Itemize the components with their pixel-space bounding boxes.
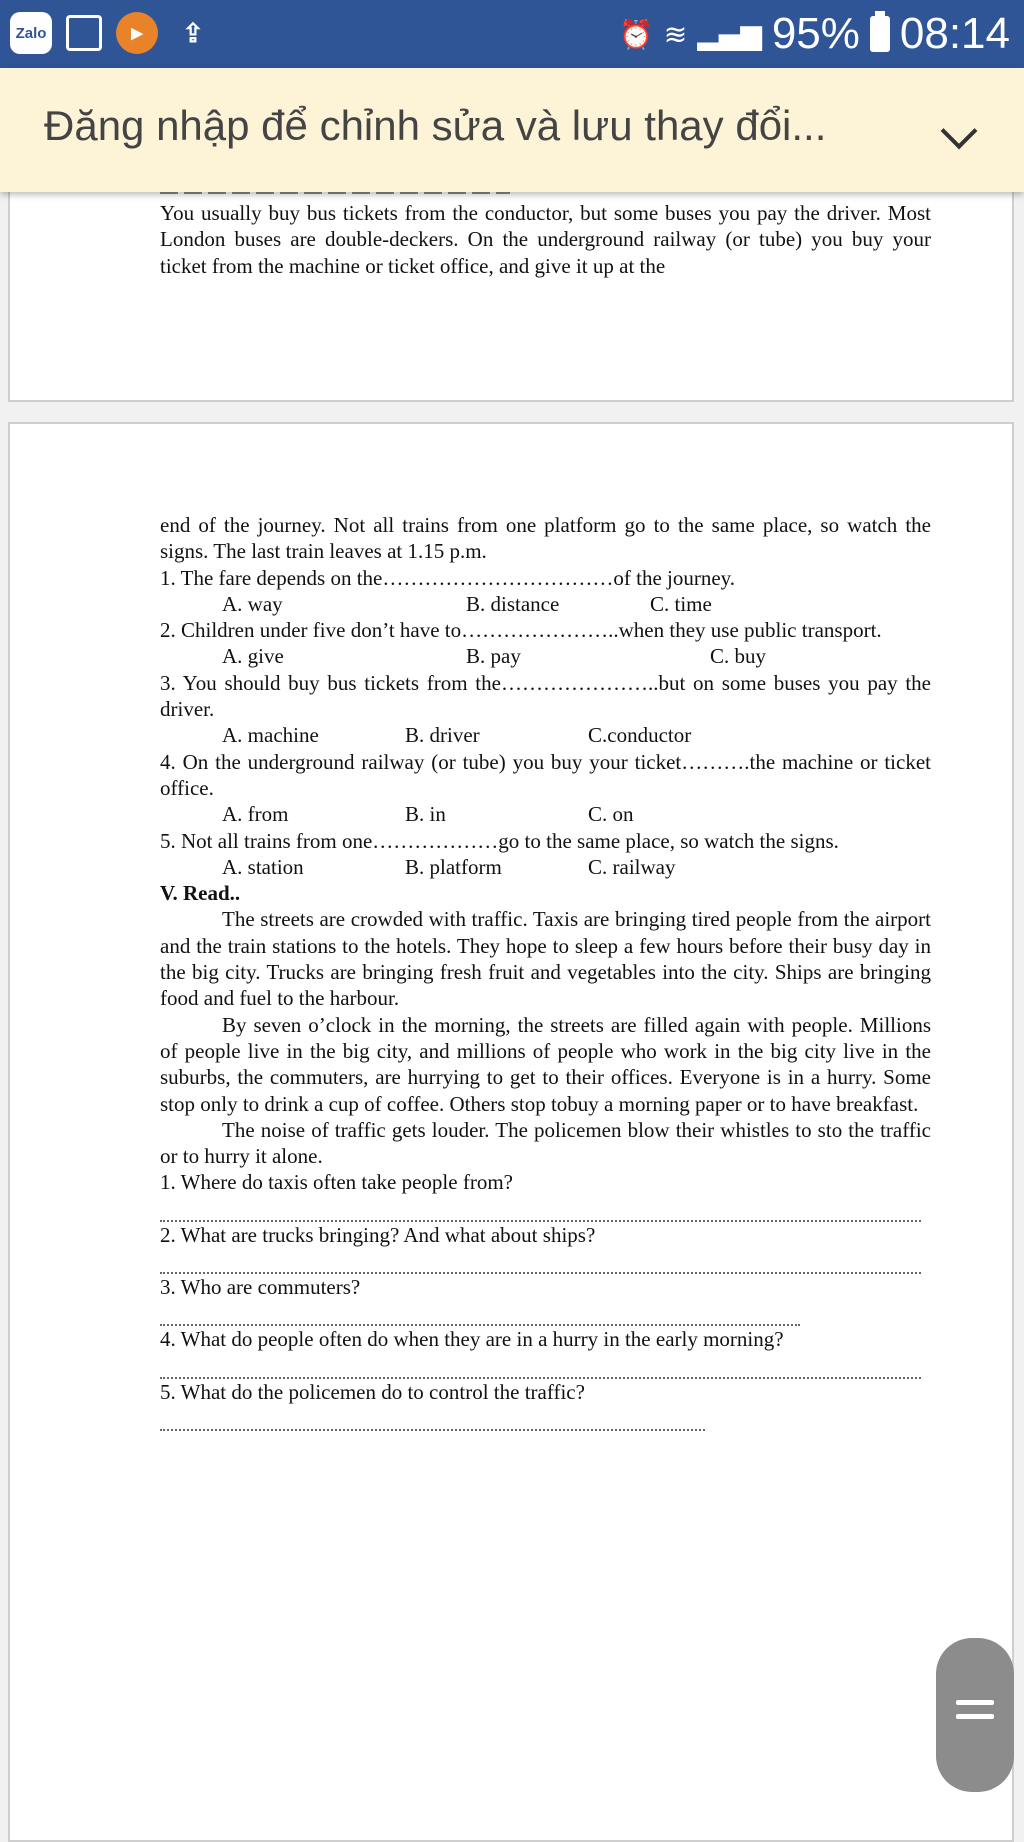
- clock: 08:14: [899, 9, 1010, 58]
- option-c: C.conductor: [588, 723, 692, 748]
- grip-line: [956, 1700, 994, 1705]
- reading-paragraph-3: The noise of traffic gets louder. The policemen blow their whistles to sto the traffic or to hurry it alone.: [160, 1117, 931, 1169]
- option-a: A. give: [222, 644, 284, 669]
- option-c: C. time: [650, 591, 712, 616]
- option-a: A. from: [222, 802, 289, 827]
- read-question-5: 5. What do the policemen do to control the traffic?: [160, 1379, 585, 1404]
- alarm-icon: ⏰: [618, 17, 654, 51]
- question-1-options: [160, 591, 931, 617]
- answer-line: [160, 1353, 921, 1379]
- reading-paragraph-2: By seven o’clock in the morning, the streets are filled again with people. Millions of people live in the big city, and millions of people who work in the big city live in the suburbs, the commuters, are hurrying to get to their offices. Everyone is in a hurry. Some stop only to drink a cup of coffee. Others stop tobuy a morning paper or to have breakfast.: [160, 1012, 931, 1116]
- option-a: A. station: [222, 854, 304, 879]
- section-title: V. Read..: [160, 881, 241, 906]
- document-page-1: [8, 162, 1014, 402]
- page-2-text: [160, 512, 931, 1431]
- read-question-3: 3. Who are commuters?: [160, 1275, 361, 1300]
- option-b: B. driver: [405, 723, 480, 748]
- wifi-icon: ≋: [663, 17, 688, 51]
- read-question-4: 4. What do people often do when they are in a hurry in the early morning?: [160, 1327, 784, 1352]
- option-a: A. way: [222, 591, 283, 616]
- option-a: A. machine: [222, 723, 319, 748]
- battery-icon: [870, 16, 890, 52]
- scroll-thumb[interactable]: [936, 1638, 1014, 1792]
- login-banner-text[interactable]: Đăng nhập để chỉnh sửa và lưu thay đổi...: [44, 102, 827, 149]
- question-5: 5. Not all trains from one………………go to the same place, so watch the signs.: [160, 828, 839, 853]
- question-4-options: [160, 801, 931, 827]
- answer-line: [160, 1300, 800, 1326]
- gallery-icon: [66, 15, 102, 51]
- play-icon: ▶: [116, 12, 158, 54]
- option-b: B. pay: [466, 644, 521, 669]
- question-3: 3. You should buy bus tickets from the…………………..but on some buses you pay the driver.: [160, 670, 931, 722]
- option-b: B. in: [405, 802, 446, 827]
- question-2-options: [160, 643, 931, 669]
- chevron-down-icon[interactable]: [941, 113, 978, 150]
- option-c: C. buy: [710, 644, 767, 669]
- option-c: C. railway: [588, 854, 676, 879]
- read-question-2: 2. What are trucks bringing? And what about ships?: [160, 1222, 596, 1247]
- notification-icons: [10, 12, 214, 54]
- answer-line: [160, 1248, 921, 1274]
- document-page-2: [8, 422, 1014, 1842]
- paragraph: You usually buy bus tickets from the conductor, but some buses you pay the driver. Most London buses are double-deckers. On the underground railway (or tube) you buy your ticket from the machine or ticket office, and give it up at the: [160, 201, 931, 278]
- intro-paragraph: end of the journey. Not all trains from one platform go to the same place, so watch the signs. The last train leaves at 1.15 p.m.: [160, 513, 931, 564]
- system-icons: [619, 8, 1010, 60]
- read-question-1: 1. Where do taxis often take people from?: [160, 1170, 513, 1195]
- signal-icon: ▂▄▆: [697, 17, 762, 51]
- reading-paragraph-1: The streets are crowded with traffic. Taxis are bringing tired people from the airport and the train stations to the hotels. They hope to sleep a few hours before their busy day in the big city. Trucks are bringing fresh fruit and vegetables into the city. Ships are bringing food and fuel to the harbour.: [160, 907, 931, 1011]
- login-banner[interactable]: [0, 68, 1024, 192]
- status-bar: [0, 0, 1024, 68]
- option-c: C. on: [588, 802, 634, 827]
- battery-percentage: 95%: [771, 9, 860, 58]
- question-5-options: [160, 854, 931, 880]
- question-2: 2. Children under five don’t have to…………………..when they use public transport.: [160, 618, 882, 643]
- answer-line: [160, 1405, 705, 1431]
- option-b: B. distance: [466, 591, 560, 616]
- option-b: B. platform: [405, 854, 502, 879]
- page-1-text: [160, 200, 931, 279]
- question-4: 4. On the underground railway (or tube) you buy your ticket……….the machine or ticket office.: [160, 749, 931, 800]
- document-view[interactable]: [0, 192, 1024, 1820]
- grip-line: [956, 1714, 994, 1719]
- zalo-icon: Zalo: [10, 12, 52, 54]
- question-1: 1. The fare depends on the……………………………of the journey.: [160, 565, 736, 590]
- question-3-options: [160, 722, 931, 748]
- answer-line: [160, 1196, 921, 1222]
- download-icon: ⇪: [182, 17, 204, 48]
